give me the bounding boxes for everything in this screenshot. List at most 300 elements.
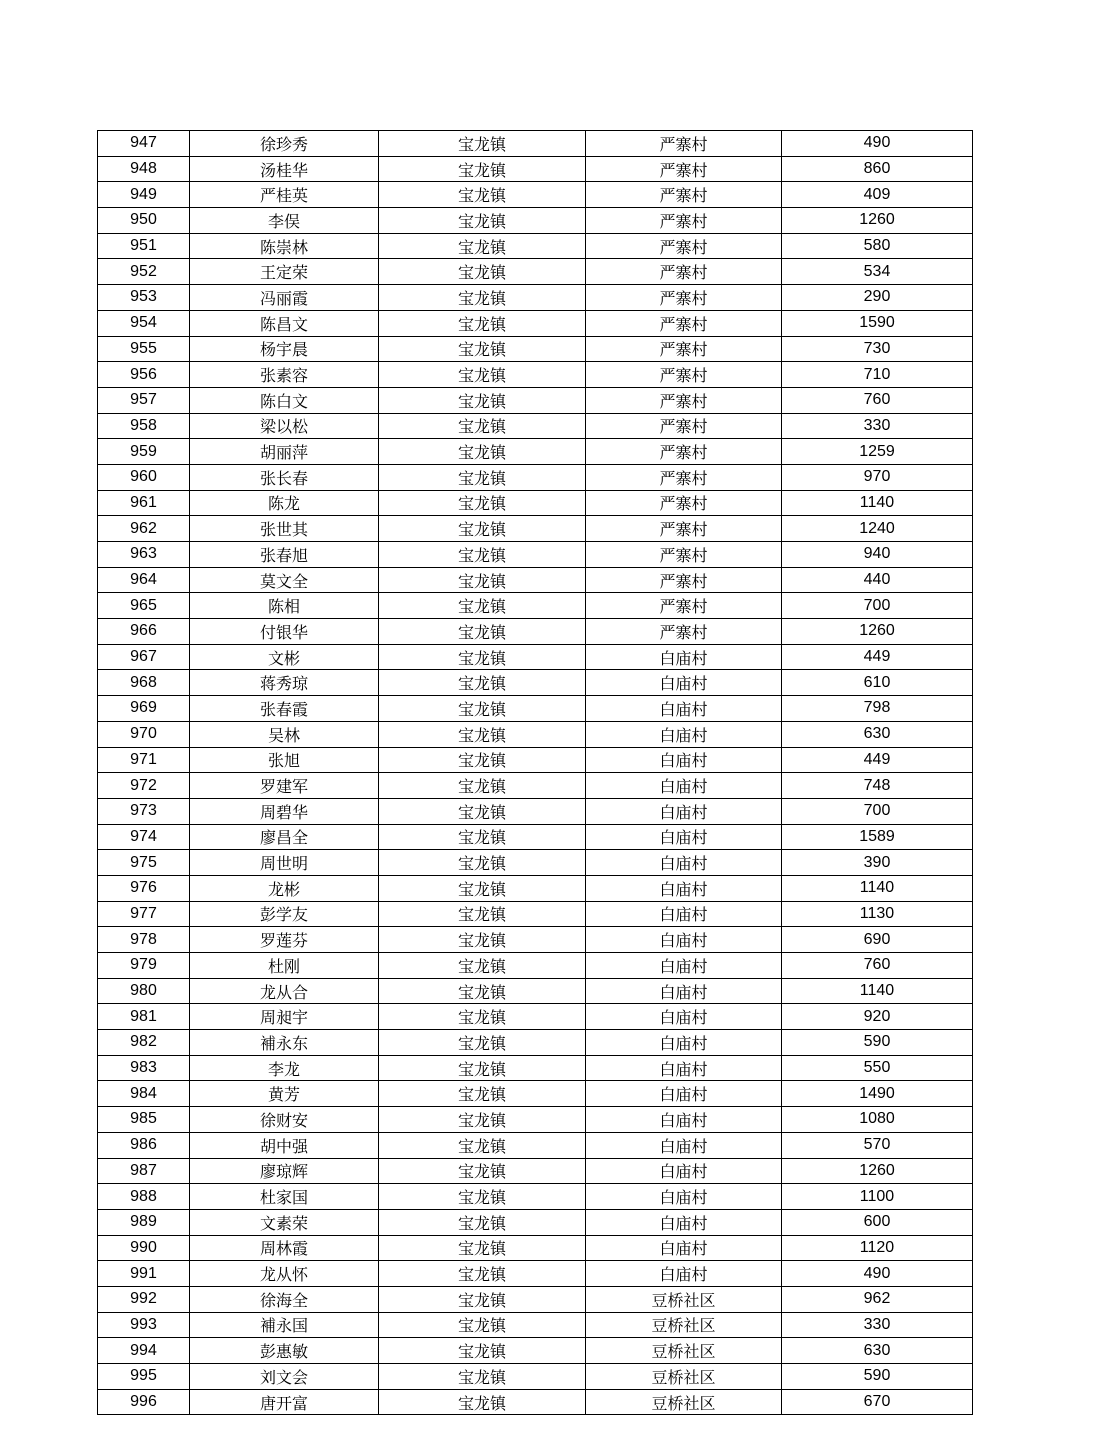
table-row: [98, 285, 973, 311]
town-cell: 宝龙镇: [379, 439, 586, 465]
name-cell: 罗建军: [190, 773, 379, 799]
row-number-cell: 971: [98, 747, 190, 773]
row-number-cell: 994: [98, 1338, 190, 1364]
amount-cell: 1140: [782, 978, 973, 1004]
row-number-cell: 965: [98, 593, 190, 619]
row-number-cell: 966: [98, 619, 190, 645]
town-cell: 宝龙镇: [379, 721, 586, 747]
name-cell: 徐财安: [190, 1107, 379, 1133]
table-row: [98, 670, 973, 696]
amount-cell: 1260: [782, 208, 973, 234]
name-cell: 李龙: [190, 1055, 379, 1081]
name-cell: 廖琼辉: [190, 1158, 379, 1184]
name-cell: 付银华: [190, 619, 379, 645]
amount-cell: 610: [782, 670, 973, 696]
name-cell: 文素荣: [190, 1209, 379, 1235]
village-cell: 白庙村: [586, 1004, 782, 1030]
town-cell: 宝龙镇: [379, 1286, 586, 1312]
amount-cell: 1259: [782, 439, 973, 465]
village-cell: 白庙村: [586, 875, 782, 901]
amount-cell: 600: [782, 1209, 973, 1235]
table-body: [98, 131, 973, 1415]
town-cell: 宝龙镇: [379, 387, 586, 413]
name-cell: 李俣: [190, 208, 379, 234]
village-cell: 白庙村: [586, 953, 782, 979]
amount-cell: 570: [782, 1132, 973, 1158]
table-row: [98, 208, 973, 234]
village-cell: 豆桥社区: [586, 1338, 782, 1364]
town-cell: 宝龙镇: [379, 1235, 586, 1261]
amount-cell: 760: [782, 953, 973, 979]
table-row: [98, 1004, 973, 1030]
name-cell: 補永国: [190, 1312, 379, 1338]
name-cell: 张旭: [190, 747, 379, 773]
town-cell: 宝龙镇: [379, 1389, 586, 1415]
amount-cell: 580: [782, 233, 973, 259]
row-number-cell: 967: [98, 644, 190, 670]
amount-cell: 550: [782, 1055, 973, 1081]
table-row: [98, 567, 973, 593]
row-number-cell: 959: [98, 439, 190, 465]
village-cell: 白庙村: [586, 696, 782, 722]
table-row: [98, 644, 973, 670]
amount-cell: 798: [782, 696, 973, 722]
village-cell: 严寨村: [586, 490, 782, 516]
village-cell: 严寨村: [586, 233, 782, 259]
row-number-cell: 977: [98, 901, 190, 927]
row-number-cell: 976: [98, 875, 190, 901]
row-number-cell: 962: [98, 516, 190, 542]
row-number-cell: 953: [98, 285, 190, 311]
amount-cell: 700: [782, 593, 973, 619]
table-row: [98, 516, 973, 542]
amount-cell: 1140: [782, 875, 973, 901]
amount-cell: 449: [782, 747, 973, 773]
village-cell: 严寨村: [586, 336, 782, 362]
table-row: [98, 1184, 973, 1210]
village-cell: 白庙村: [586, 1081, 782, 1107]
table-row: [98, 1132, 973, 1158]
table-row: [98, 1235, 973, 1261]
village-cell: 白庙村: [586, 798, 782, 824]
row-number-cell: 960: [98, 464, 190, 490]
table-row: [98, 747, 973, 773]
town-cell: 宝龙镇: [379, 747, 586, 773]
town-cell: 宝龙镇: [379, 336, 586, 362]
table-row: [98, 464, 973, 490]
amount-cell: 920: [782, 1004, 973, 1030]
village-cell: 白庙村: [586, 721, 782, 747]
village-cell: 严寨村: [586, 439, 782, 465]
amount-cell: 1240: [782, 516, 973, 542]
name-cell: 蒋秀琼: [190, 670, 379, 696]
amount-cell: 1080: [782, 1107, 973, 1133]
amount-cell: 1260: [782, 619, 973, 645]
town-cell: 宝龙镇: [379, 1004, 586, 1030]
village-cell: 白庙村: [586, 1107, 782, 1133]
village-cell: 严寨村: [586, 593, 782, 619]
name-cell: 黄芳: [190, 1081, 379, 1107]
name-cell: 徐海全: [190, 1286, 379, 1312]
row-number-cell: 948: [98, 156, 190, 182]
row-number-cell: 978: [98, 927, 190, 953]
table-row: [98, 1364, 973, 1390]
amount-cell: 1590: [782, 310, 973, 336]
table-row: [98, 1209, 973, 1235]
amount-cell: 760: [782, 387, 973, 413]
row-number-cell: 954: [98, 310, 190, 336]
name-cell: 陈昌文: [190, 310, 379, 336]
amount-cell: 940: [782, 542, 973, 568]
village-cell: 严寨村: [586, 516, 782, 542]
name-cell: 陈崇林: [190, 233, 379, 259]
town-cell: 宝龙镇: [379, 593, 586, 619]
name-cell: 周世明: [190, 850, 379, 876]
table-row: [98, 131, 973, 157]
table-row: [98, 824, 973, 850]
amount-cell: 1589: [782, 824, 973, 850]
table-row: [98, 1081, 973, 1107]
table-row: [98, 1158, 973, 1184]
town-cell: 宝龙镇: [379, 927, 586, 953]
amount-cell: 409: [782, 182, 973, 208]
name-cell: 张素容: [190, 362, 379, 388]
village-cell: 严寨村: [586, 567, 782, 593]
table-row: [98, 1338, 973, 1364]
town-cell: 宝龙镇: [379, 1107, 586, 1133]
town-cell: 宝龙镇: [379, 516, 586, 542]
town-cell: 宝龙镇: [379, 1081, 586, 1107]
town-cell: 宝龙镇: [379, 285, 586, 311]
amount-cell: 490: [782, 131, 973, 157]
table-row: [98, 696, 973, 722]
name-cell: 杜家国: [190, 1184, 379, 1210]
name-cell: 廖昌全: [190, 824, 379, 850]
name-cell: 张世其: [190, 516, 379, 542]
town-cell: 宝龙镇: [379, 978, 586, 1004]
table-row: [98, 259, 973, 285]
data-table: [97, 130, 973, 1415]
name-cell: 彭惠敏: [190, 1338, 379, 1364]
village-cell: 白庙村: [586, 773, 782, 799]
name-cell: 周昶宇: [190, 1004, 379, 1030]
table-row: [98, 721, 973, 747]
town-cell: 宝龙镇: [379, 413, 586, 439]
name-cell: 補永东: [190, 1030, 379, 1056]
amount-cell: 1120: [782, 1235, 973, 1261]
town-cell: 宝龙镇: [379, 1338, 586, 1364]
name-cell: 徐珍秀: [190, 131, 379, 157]
row-number-cell: 958: [98, 413, 190, 439]
amount-cell: 630: [782, 1338, 973, 1364]
name-cell: 莫文全: [190, 567, 379, 593]
row-number-cell: 985: [98, 1107, 190, 1133]
name-cell: 张春旭: [190, 542, 379, 568]
table-row: [98, 1312, 973, 1338]
amount-cell: 710: [782, 362, 973, 388]
village-cell: 白庙村: [586, 824, 782, 850]
town-cell: 宝龙镇: [379, 798, 586, 824]
village-cell: 白庙村: [586, 978, 782, 1004]
town-cell: 宝龙镇: [379, 1209, 586, 1235]
table-row: [98, 901, 973, 927]
amount-cell: 390: [782, 850, 973, 876]
name-cell: 冯丽霞: [190, 285, 379, 311]
town-cell: 宝龙镇: [379, 670, 586, 696]
amount-cell: 490: [782, 1261, 973, 1287]
village-cell: 白庙村: [586, 670, 782, 696]
town-cell: 宝龙镇: [379, 233, 586, 259]
table-row: [98, 156, 973, 182]
row-number-cell: 981: [98, 1004, 190, 1030]
village-cell: 白庙村: [586, 1030, 782, 1056]
village-cell: 白庙村: [586, 747, 782, 773]
town-cell: 宝龙镇: [379, 259, 586, 285]
town-cell: 宝龙镇: [379, 208, 586, 234]
table-row: [98, 978, 973, 1004]
row-number-cell: 980: [98, 978, 190, 1004]
table-row: [98, 1030, 973, 1056]
name-cell: 彭学友: [190, 901, 379, 927]
town-cell: 宝龙镇: [379, 901, 586, 927]
town-cell: 宝龙镇: [379, 131, 586, 157]
village-cell: 白庙村: [586, 850, 782, 876]
amount-cell: 590: [782, 1030, 973, 1056]
town-cell: 宝龙镇: [379, 490, 586, 516]
row-number-cell: 990: [98, 1235, 190, 1261]
village-cell: 白庙村: [586, 927, 782, 953]
town-cell: 宝龙镇: [379, 1055, 586, 1081]
town-cell: 宝龙镇: [379, 1158, 586, 1184]
amount-cell: 449: [782, 644, 973, 670]
table-row: [98, 413, 973, 439]
table-row: [98, 542, 973, 568]
row-number-cell: 963: [98, 542, 190, 568]
table-row: [98, 490, 973, 516]
table-row: [98, 182, 973, 208]
village-cell: 严寨村: [586, 285, 782, 311]
row-number-cell: 974: [98, 824, 190, 850]
village-cell: 严寨村: [586, 362, 782, 388]
amount-cell: 290: [782, 285, 973, 311]
town-cell: 宝龙镇: [379, 850, 586, 876]
town-cell: 宝龙镇: [379, 1132, 586, 1158]
row-number-cell: 984: [98, 1081, 190, 1107]
village-cell: 白庙村: [586, 1261, 782, 1287]
town-cell: 宝龙镇: [379, 182, 586, 208]
name-cell: 杨宇晨: [190, 336, 379, 362]
table-row: [98, 387, 973, 413]
village-cell: 严寨村: [586, 413, 782, 439]
table-row: [98, 850, 973, 876]
row-number-cell: 957: [98, 387, 190, 413]
name-cell: 胡丽萍: [190, 439, 379, 465]
village-cell: 豆桥社区: [586, 1364, 782, 1390]
row-number-cell: 970: [98, 721, 190, 747]
town-cell: 宝龙镇: [379, 875, 586, 901]
name-cell: 吴林: [190, 721, 379, 747]
amount-cell: 700: [782, 798, 973, 824]
row-number-cell: 951: [98, 233, 190, 259]
village-cell: 严寨村: [586, 131, 782, 157]
amount-cell: 590: [782, 1364, 973, 1390]
name-cell: 周林霞: [190, 1235, 379, 1261]
row-number-cell: 992: [98, 1286, 190, 1312]
village-cell: 豆桥社区: [586, 1312, 782, 1338]
amount-cell: 962: [782, 1286, 973, 1312]
table-row: [98, 953, 973, 979]
name-cell: 陈白文: [190, 387, 379, 413]
row-number-cell: 983: [98, 1055, 190, 1081]
town-cell: 宝龙镇: [379, 464, 586, 490]
town-cell: 宝龙镇: [379, 567, 586, 593]
name-cell: 梁以松: [190, 413, 379, 439]
table-row: [98, 875, 973, 901]
amount-cell: 1100: [782, 1184, 973, 1210]
name-cell: 刘文会: [190, 1364, 379, 1390]
name-cell: 张长春: [190, 464, 379, 490]
village-cell: 白庙村: [586, 1055, 782, 1081]
village-cell: 严寨村: [586, 182, 782, 208]
row-number-cell: 973: [98, 798, 190, 824]
row-number-cell: 995: [98, 1364, 190, 1390]
village-cell: 严寨村: [586, 156, 782, 182]
row-number-cell: 991: [98, 1261, 190, 1287]
table-row: [98, 439, 973, 465]
name-cell: 罗莲芬: [190, 927, 379, 953]
town-cell: 宝龙镇: [379, 156, 586, 182]
village-cell: 严寨村: [586, 259, 782, 285]
name-cell: 唐开富: [190, 1389, 379, 1415]
town-cell: 宝龙镇: [379, 953, 586, 979]
table-row: [98, 773, 973, 799]
amount-cell: 970: [782, 464, 973, 490]
row-number-cell: 972: [98, 773, 190, 799]
village-cell: 白庙村: [586, 1158, 782, 1184]
table-row: [98, 593, 973, 619]
town-cell: 宝龙镇: [379, 1184, 586, 1210]
table-row: [98, 1261, 973, 1287]
amount-cell: 330: [782, 1312, 973, 1338]
name-cell: 王定荣: [190, 259, 379, 285]
amount-cell: 670: [782, 1389, 973, 1415]
row-number-cell: 949: [98, 182, 190, 208]
amount-cell: 1130: [782, 901, 973, 927]
table-row: [98, 1286, 973, 1312]
table-row: [98, 798, 973, 824]
village-cell: 白庙村: [586, 644, 782, 670]
row-number-cell: 975: [98, 850, 190, 876]
village-cell: 白庙村: [586, 901, 782, 927]
amount-cell: 1490: [782, 1081, 973, 1107]
amount-cell: 330: [782, 413, 973, 439]
name-cell: 张春霞: [190, 696, 379, 722]
town-cell: 宝龙镇: [379, 619, 586, 645]
row-number-cell: 964: [98, 567, 190, 593]
amount-cell: 440: [782, 567, 973, 593]
amount-cell: 748: [782, 773, 973, 799]
name-cell: 龙从怀: [190, 1261, 379, 1287]
amount-cell: 630: [782, 721, 973, 747]
amount-cell: 690: [782, 927, 973, 953]
village-cell: 严寨村: [586, 387, 782, 413]
town-cell: 宝龙镇: [379, 773, 586, 799]
village-cell: 豆桥社区: [586, 1286, 782, 1312]
village-cell: 豆桥社区: [586, 1389, 782, 1415]
row-number-cell: 989: [98, 1209, 190, 1235]
village-cell: 白庙村: [586, 1235, 782, 1261]
table-row: [98, 1107, 973, 1133]
town-cell: 宝龙镇: [379, 1364, 586, 1390]
village-cell: 严寨村: [586, 208, 782, 234]
row-number-cell: 956: [98, 362, 190, 388]
row-number-cell: 988: [98, 1184, 190, 1210]
name-cell: 汤桂华: [190, 156, 379, 182]
amount-cell: 730: [782, 336, 973, 362]
name-cell: 胡中强: [190, 1132, 379, 1158]
town-cell: 宝龙镇: [379, 542, 586, 568]
table-row: [98, 362, 973, 388]
village-cell: 严寨村: [586, 464, 782, 490]
table-row: [98, 1389, 973, 1415]
row-number-cell: 968: [98, 670, 190, 696]
table-row: [98, 1055, 973, 1081]
row-number-cell: 987: [98, 1158, 190, 1184]
name-cell: 周碧华: [190, 798, 379, 824]
table-row: [98, 233, 973, 259]
town-cell: 宝龙镇: [379, 644, 586, 670]
row-number-cell: 982: [98, 1030, 190, 1056]
row-number-cell: 979: [98, 953, 190, 979]
town-cell: 宝龙镇: [379, 824, 586, 850]
row-number-cell: 961: [98, 490, 190, 516]
row-number-cell: 996: [98, 1389, 190, 1415]
table-row: [98, 310, 973, 336]
row-number-cell: 986: [98, 1132, 190, 1158]
town-cell: 宝龙镇: [379, 1261, 586, 1287]
amount-cell: 1140: [782, 490, 973, 516]
name-cell: 文彬: [190, 644, 379, 670]
table-row: [98, 619, 973, 645]
name-cell: 陈龙: [190, 490, 379, 516]
name-cell: 严桂英: [190, 182, 379, 208]
row-number-cell: 993: [98, 1312, 190, 1338]
name-cell: 龙彬: [190, 875, 379, 901]
town-cell: 宝龙镇: [379, 1030, 586, 1056]
row-number-cell: 950: [98, 208, 190, 234]
table-row: [98, 336, 973, 362]
amount-cell: 534: [782, 259, 973, 285]
row-number-cell: 955: [98, 336, 190, 362]
town-cell: 宝龙镇: [379, 1312, 586, 1338]
village-cell: 严寨村: [586, 542, 782, 568]
name-cell: 陈相: [190, 593, 379, 619]
name-cell: 龙从合: [190, 978, 379, 1004]
name-cell: 杜刚: [190, 953, 379, 979]
row-number-cell: 947: [98, 131, 190, 157]
town-cell: 宝龙镇: [379, 696, 586, 722]
village-cell: 白庙村: [586, 1184, 782, 1210]
row-number-cell: 952: [98, 259, 190, 285]
town-cell: 宝龙镇: [379, 362, 586, 388]
row-number-cell: 969: [98, 696, 190, 722]
amount-cell: 1260: [782, 1158, 973, 1184]
village-cell: 严寨村: [586, 310, 782, 336]
village-cell: 白庙村: [586, 1132, 782, 1158]
town-cell: 宝龙镇: [379, 310, 586, 336]
village-cell: 白庙村: [586, 1209, 782, 1235]
amount-cell: 860: [782, 156, 973, 182]
